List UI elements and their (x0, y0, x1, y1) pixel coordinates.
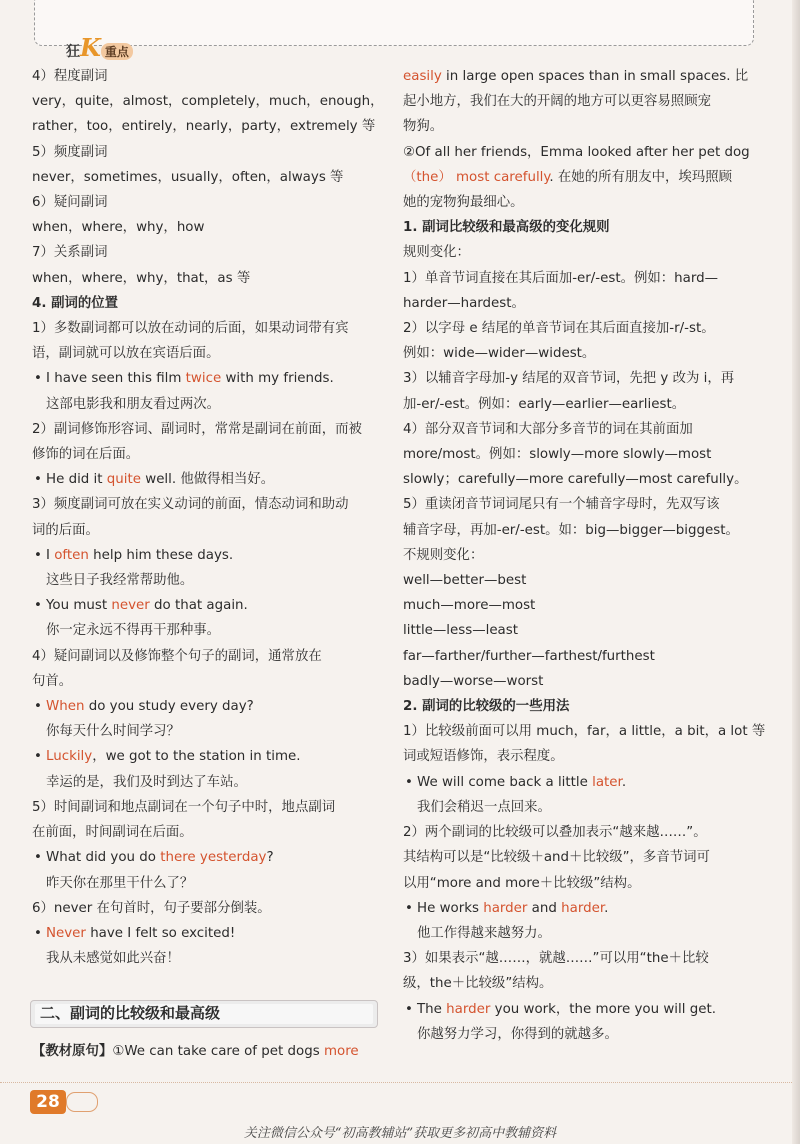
text-line: very，quite，almost，completely，much，enough， (32, 94, 384, 110)
source-text: ①We can take care of pet dogs (112, 1044, 324, 1059)
header-box (34, 0, 754, 46)
text-segment: We will come back a little (417, 774, 593, 790)
highlight-word: later (592, 774, 622, 790)
text-line: 3）以辅音字母加-y 结尾的双音节词，先把 y 改为 i，再 (403, 371, 735, 387)
text-segment: What did you do (46, 850, 161, 866)
text-line: well—better—best (403, 573, 527, 589)
text-line: 4）疑问副词以及修饰整个句子的副词，通常放在 (32, 648, 322, 664)
text-segment: in large open spaces than in small spaces. 比 (441, 69, 749, 84)
text-line: 例如：wide—wider—widest。 (403, 346, 596, 362)
example-sentence (32, 744, 380, 769)
text-line: 1）单音节词直接在其后面加-er/-est。例如：hard— (403, 270, 719, 286)
text-segment: I have seen this film (46, 371, 186, 387)
text-line: 这些日子我经常帮助他。 (46, 573, 194, 589)
text-line: little—less—least (403, 623, 518, 639)
left-column (32, 64, 384, 971)
text-line: when，where，why，how (32, 220, 205, 236)
textbook-source-line (32, 1039, 359, 1064)
text-line: 2）以字母 e 结尾的单音节词在其后面直接加-r/-st。 (403, 321, 715, 337)
text-line: slowly；carefully—more carefully—most carefully。 (403, 472, 748, 488)
text-segment: ，we got to the station in time. (92, 749, 301, 765)
example-sentence (403, 896, 753, 921)
text-line: 句首。 (32, 673, 73, 689)
text-line: 语，副词就可以放在宾语后面。 (32, 346, 220, 362)
example-sentence (32, 694, 380, 719)
text-line: 6）never 在句首时，句子要部分倒装。 (32, 900, 271, 916)
text-line: ②Of all her friends，Emma looked after her pet dog (403, 144, 750, 160)
text-segment: help him these days. (88, 547, 234, 563)
header-band (0, 0, 800, 62)
highlight-word: often (54, 547, 89, 563)
subheading: 1. 副词比较级和最高级的变化规则 (403, 220, 610, 236)
text-line: 你一定永远不得再干那种事。 (46, 623, 221, 639)
text-segment: ? (266, 850, 274, 866)
footer-watermark: 关注微信公众号“初高教辅站”获取更多初高中教辅资料 (243, 1126, 557, 1141)
text-segment: do that again. (149, 598, 248, 614)
page-edge (792, 0, 800, 1144)
highlight-word: Luckily (46, 749, 93, 765)
text-line: 6）疑问副词 (32, 195, 108, 211)
text-line: 以用“more and more＋比较级”结构。 (403, 875, 641, 891)
text-line: 级，the＋比较级”结构。 (403, 976, 553, 992)
text-line: 2）两个副词的比较级可以叠加表示“越来越……”。 (403, 825, 707, 841)
section-title: 二、副词的比较级和最高级 (40, 1004, 221, 1022)
text-line: 1）比较级前面可以用 much，far，a little，a bit，a lot 等 (403, 724, 766, 740)
example-sentence (32, 543, 380, 568)
source-red: more (323, 1044, 359, 1059)
text-line: 幸运的是，我们及时到达了车站。 (46, 774, 247, 790)
text-line: 2）副词修饰形容词、副词时，常常是副词在前面，而被 (32, 421, 362, 437)
example-sentence (32, 593, 380, 618)
text-line: 词的后面。 (32, 522, 99, 538)
text-line: 加-er/-est。例如：early—earlier—earliest。 (403, 396, 686, 412)
text-line (403, 165, 753, 190)
source-label: 【教材原句】 (32, 1044, 113, 1059)
brand-prefix: 狂 (66, 44, 80, 60)
text-line: 5）频度副词 (32, 144, 108, 160)
highlight-word: When (46, 699, 85, 715)
text-line: 1）多数副词都可以放在动词的后面，如果动词带有宾 (32, 321, 349, 337)
text-line: more/most。例如：slowly—more slowly—most (403, 447, 712, 463)
text-segment: The (417, 1001, 447, 1017)
text-line: 词或短语修饰，表示程度。 (403, 749, 564, 765)
text-line: rather，too，entirely，nearly，party，extremely 等 (32, 119, 376, 135)
text-line: badly—worse—worst (403, 673, 544, 689)
text-line: 辅音字母，再加-er/-est。如：big—bigger—biggest。 (403, 522, 739, 538)
text-line: 她的宠物狗最细心。 (403, 195, 524, 211)
text-line: 其结构可以是“比较级＋and＋比较级”，多音节词可 (403, 850, 710, 866)
text-line: 我从未感觉如此兴奋！ (46, 951, 180, 967)
text-line: 起小地方，我们在大的开阔的地方可以更容易照顾宠 (403, 94, 711, 110)
highlight-word: twice (185, 371, 222, 387)
page-number-ornament (66, 1092, 98, 1112)
text-line: 你越努力学习，你得到的就越多。 (417, 1026, 618, 1042)
text-line: 5）重读闭音节词词尾只有一个辅音字母时，先双写该 (403, 497, 720, 513)
text-line: 你每天什么时间学习？ (46, 724, 180, 740)
right-column (403, 64, 766, 1047)
text-segment: with my friends. (221, 371, 334, 387)
text-line: much—more—most (403, 598, 536, 614)
highlight-word: harder (483, 900, 528, 916)
text-line: when，where，why，that，as 等 (32, 270, 251, 286)
text-segment: well. 他做得相当好。 (140, 472, 275, 488)
text-segment: have I felt so excited! (85, 925, 236, 941)
highlight-word: Never (46, 925, 86, 941)
text-segment: I (46, 547, 55, 563)
subheading: 4. 副词的位置 (32, 295, 119, 311)
text-line: 不规则变化： (403, 547, 484, 563)
text-segment: you work，the more you will get. (490, 1001, 716, 1017)
example-sentence (32, 921, 380, 946)
example-sentence (32, 366, 380, 391)
text-line: 物狗。 (403, 119, 444, 135)
highlight-word: easily (403, 69, 442, 84)
text-line (403, 64, 753, 89)
text-segment: He works (417, 900, 484, 916)
text-line: 昨天你在那里干什么了？ (46, 875, 194, 891)
example-sentence (32, 845, 380, 870)
text-line: 4）部分双音节词和大部分多音节的词在其前面加 (403, 421, 693, 437)
text-segment: and (527, 900, 562, 916)
example-sentence (32, 467, 380, 492)
brand-logo (66, 33, 133, 62)
highlight-word: quite (106, 472, 141, 488)
text-line: far—farther/further—farthest/furthest (403, 648, 655, 664)
footer-divider (0, 1082, 800, 1084)
text-line: harder—hardest。 (403, 295, 525, 311)
text-line: 修饰的词在后面。 (32, 447, 140, 463)
text-line: 4）程度副词 (32, 69, 108, 84)
text-segment: do you study every day? (84, 699, 254, 715)
text-line: 他工作得越来越努力。 (417, 925, 551, 941)
text-line: 规则变化： (403, 245, 470, 261)
text-segment: . (621, 774, 627, 790)
text-segment: . (604, 900, 609, 916)
highlight-word: （the） most carefully (403, 169, 550, 185)
text-line: 这部电影我和朋友看过两次。 (46, 396, 221, 412)
text-line: 3）如果表示“越……，就越……”可以用“the＋比较 (403, 951, 709, 967)
example-sentence (403, 770, 753, 795)
highlight-word: there yesterday (160, 850, 267, 866)
text-line: 7）关系副词 (32, 245, 108, 261)
subheading: 2. 副词的比较级的一些用法 (403, 699, 570, 715)
text-line: 3）频度副词可放在实义动词的前面，情态动词和助动 (32, 497, 349, 513)
text-line: never，sometimes，usually，often，always 等 (32, 169, 344, 185)
highlight-word: harder (561, 900, 605, 916)
page-number: 28 (30, 1090, 66, 1114)
brand-k: K (80, 33, 101, 62)
text-line: 我们会稍迟一点回来。 (417, 799, 551, 815)
highlight-word: never (111, 598, 150, 614)
text-line: 5）时间副词和地点副词在一个句子中时，地点副词 (32, 799, 336, 815)
example-sentence (403, 997, 753, 1022)
brand-suffix: 重点 (101, 43, 133, 60)
text-segment: . 在她的所有朋友中，埃玛照顾 (549, 169, 732, 185)
highlight-word: harder (446, 1001, 491, 1017)
text-line: 在前面，时间副词在后面。 (32, 825, 193, 841)
text-segment: He did it (46, 472, 107, 488)
text-segment: You must (46, 598, 112, 614)
